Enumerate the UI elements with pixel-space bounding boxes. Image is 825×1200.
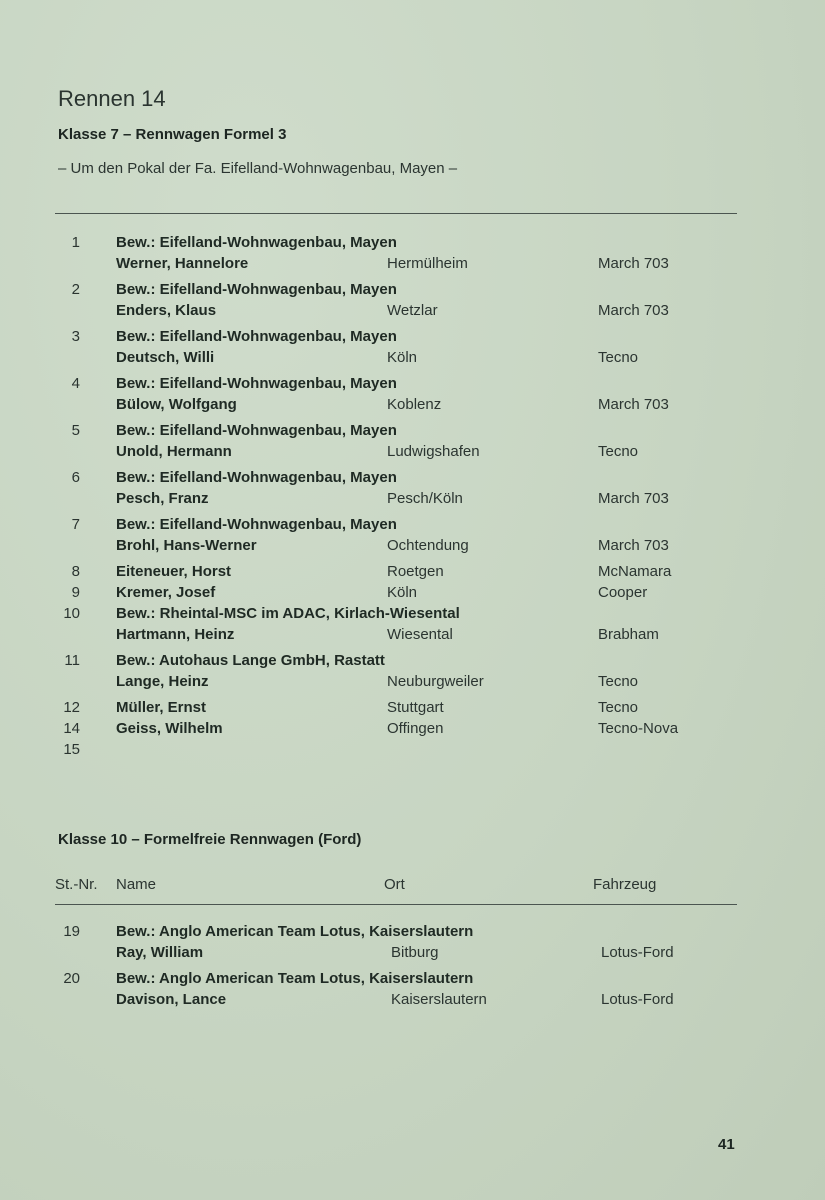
vehicle: McNamara (598, 563, 672, 580)
vehicle: March 703 (598, 537, 669, 554)
entry-row (0, 582, 825, 603)
entrant-name: Bew.: Autohaus Lange GmbH, Rastatt (116, 652, 385, 669)
driver-name: Bülow, Wolfgang (116, 396, 237, 413)
class-10-entry-list (0, 921, 825, 1015)
entry-row (0, 968, 825, 1015)
driver-name: Pesch, Franz (116, 490, 209, 507)
driver-hometown: Kaiserslautern (391, 991, 487, 1008)
column-header-ort: Ort (384, 876, 405, 893)
column-header-name: Name (116, 876, 157, 893)
vehicle: March 703 (598, 490, 669, 507)
driver-hometown: Bitburg (391, 944, 439, 961)
driver-name: Enders, Klaus (116, 302, 217, 319)
driver-hometown: Pesch/Köln (387, 490, 463, 507)
entry-row (0, 326, 825, 373)
start-number: 12 (63, 699, 80, 716)
entry-row (0, 561, 825, 582)
vehicle: Lotus-Ford (601, 991, 674, 1008)
entry-row (0, 603, 825, 650)
driver-hometown: Offingen (387, 720, 444, 737)
entrant-name: Bew.: Eifelland-Wohnwagenbau, Mayen (116, 234, 397, 251)
entry-row (0, 697, 825, 718)
vehicle: Brabham (598, 626, 659, 643)
entrant-name: Bew.: Eifelland-Wohnwagenbau, Mayen (116, 328, 397, 345)
entry-row (0, 514, 825, 561)
entry-row (0, 650, 825, 697)
page-title: Rennen 14 (58, 86, 166, 111)
start-number: 14 (63, 720, 80, 737)
entry-row (0, 718, 825, 739)
driver-name: Ray, William (116, 944, 204, 961)
vehicle: Lotus-Ford (601, 944, 674, 961)
driver-name: Unold, Hermann (116, 443, 232, 460)
class-10-heading: Klasse 10 – Formelfreie Rennwagen (Ford) (58, 831, 362, 848)
start-number: 8 (71, 563, 80, 580)
start-number: 11 (64, 652, 80, 669)
start-number: 3 (71, 328, 80, 345)
driver-hometown: Hermülheim (387, 255, 468, 272)
driver-name: Deutsch, Willi (116, 349, 215, 366)
entry-row (0, 232, 825, 279)
start-number: 1 (71, 234, 80, 251)
entry-row (0, 921, 825, 968)
column-header-number: St.-Nr. (55, 876, 98, 893)
entry-row (0, 279, 825, 326)
driver-hometown: Neuburgweiler (387, 673, 484, 690)
entrant-name: Bew.: Anglo American Team Lotus, Kaiserslautern (116, 970, 474, 987)
driver-hometown: Wiesental (387, 626, 453, 643)
column-header-fahrzeug: Fahrzeug (593, 876, 657, 893)
start-number: 19 (63, 923, 80, 940)
driver-name: Hartmann, Heinz (116, 626, 235, 643)
start-number: 7 (71, 516, 80, 533)
driver-name: Eiteneuer, Horst (116, 563, 232, 580)
entry-row (0, 467, 825, 514)
page-number: 41 (718, 1136, 735, 1153)
entrant-name: Bew.: Anglo American Team Lotus, Kaiserslautern (116, 923, 474, 940)
entrant-name: Bew.: Rheintal-MSC im ADAC, Kirlach-Wiesental (116, 605, 460, 622)
start-number: 6 (71, 469, 80, 486)
driver-name: Lange, Heinz (116, 673, 209, 690)
start-number: 15 (63, 741, 80, 758)
divider-top (55, 213, 737, 214)
driver-name: Davison, Lance (116, 991, 227, 1008)
start-number: 2 (71, 281, 80, 298)
entry-row (0, 739, 825, 760)
driver-name: Werner, Hannelore (116, 255, 249, 272)
driver-name: Kremer, Josef (116, 584, 216, 601)
class-7-heading: Klasse 7 – Rennwagen Formel 3 (58, 126, 287, 143)
start-number: 10 (63, 605, 80, 622)
driver-hometown: Köln (387, 584, 418, 601)
start-number: 20 (63, 970, 80, 987)
class-7-entry-list (0, 232, 825, 760)
class-7-subtitle: – Um den Pokal der Fa. Eifelland-Wohnwagenbau, Mayen – (58, 160, 458, 177)
divider-class-10 (55, 904, 737, 905)
driver-hometown: Wetzlar (387, 302, 438, 319)
vehicle: Tecno (598, 699, 639, 716)
start-number: 4 (71, 375, 80, 392)
entrant-name: Bew.: Eifelland-Wohnwagenbau, Mayen (116, 375, 397, 392)
driver-hometown: Stuttgart (387, 699, 444, 716)
driver-name: Müller, Ernst (116, 699, 207, 716)
driver-hometown: Roetgen (387, 563, 444, 580)
vehicle: Tecno (598, 443, 639, 460)
vehicle: March 703 (598, 255, 669, 272)
vehicle: Tecno (598, 673, 639, 690)
start-number: 9 (71, 584, 80, 601)
entry-row (0, 373, 825, 420)
entry-row (0, 420, 825, 467)
driver-hometown: Ochtendung (387, 537, 469, 554)
vehicle: Cooper (598, 584, 648, 601)
vehicle: Tecno-Nova (598, 720, 679, 737)
entrant-name: Bew.: Eifelland-Wohnwagenbau, Mayen (116, 281, 397, 298)
vehicle: March 703 (598, 396, 669, 413)
driver-hometown: Köln (387, 349, 418, 366)
column-headers (0, 876, 825, 898)
driver-hometown: Ludwigshafen (387, 443, 480, 460)
entrant-name: Bew.: Eifelland-Wohnwagenbau, Mayen (116, 422, 397, 439)
entrant-name: Bew.: Eifelland-Wohnwagenbau, Mayen (116, 469, 397, 486)
driver-hometown: Koblenz (387, 396, 442, 413)
driver-name: Brohl, Hans-Werner (116, 537, 257, 554)
entrant-name: Bew.: Eifelland-Wohnwagenbau, Mayen (116, 516, 397, 533)
vehicle: March 703 (598, 302, 669, 319)
start-number: 5 (71, 422, 80, 439)
vehicle: Tecno (598, 349, 639, 366)
driver-name: Geiss, Wilhelm (116, 720, 223, 737)
